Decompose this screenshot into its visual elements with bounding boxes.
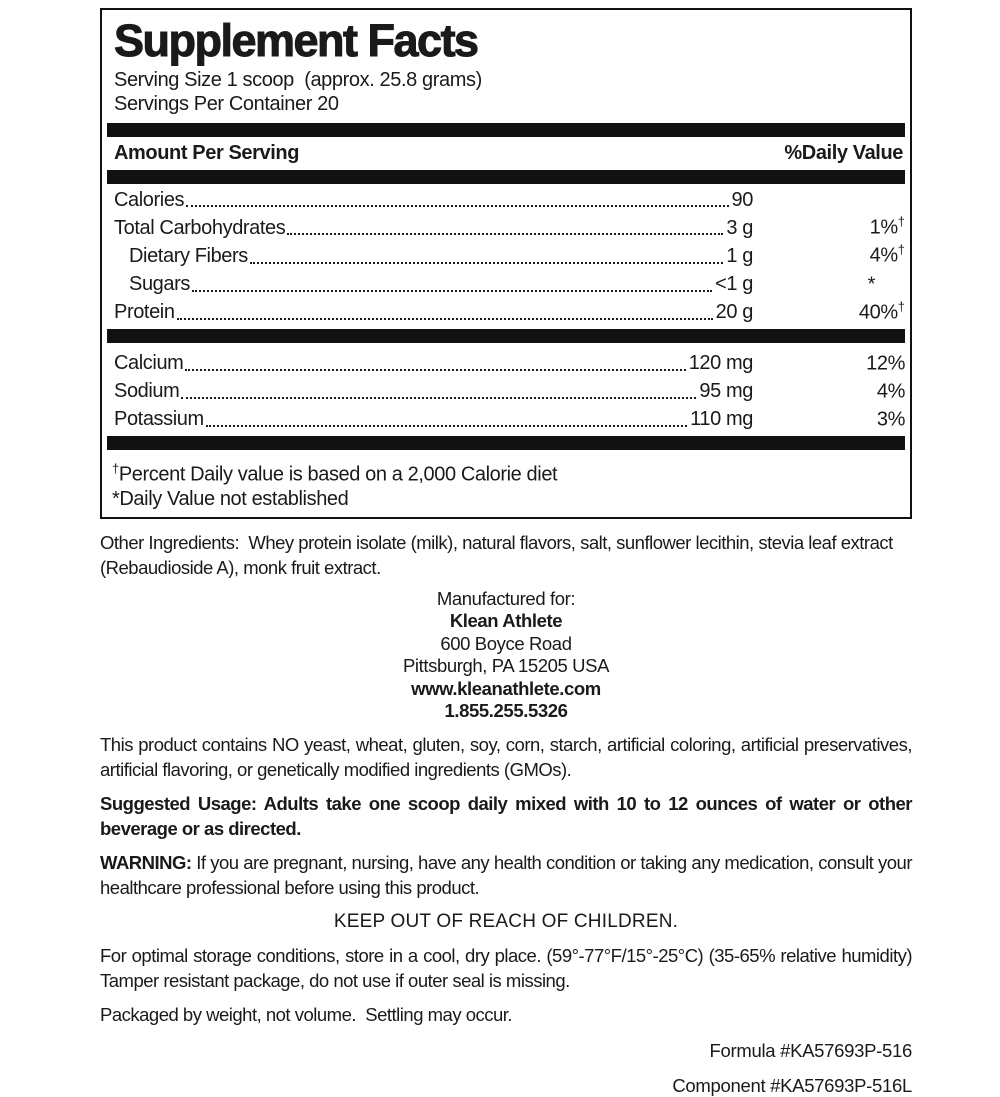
phone-number: 1.855.255.5326 bbox=[444, 700, 568, 721]
supplement-facts-panel bbox=[100, 8, 912, 519]
nutrient-label: Dietary Fibers bbox=[129, 245, 248, 268]
brand-name: Klean Athlete bbox=[449, 610, 563, 631]
storage-instructions: For optimal storage conditions, store in a cool, dry place. (59°-77°F/15°-25°C) (35-65% relative humidity) Tamper resistant package, do not use if outer seal is missing. bbox=[100, 944, 912, 991]
nutrient-row-sugars bbox=[107, 268, 905, 296]
nutrient-daily-value: 40%† bbox=[858, 298, 905, 324]
panel-footnotes bbox=[107, 454, 905, 511]
panel-column-header bbox=[107, 140, 905, 166]
website: www.kleanathlete.com bbox=[411, 677, 601, 699]
dotted-leader bbox=[287, 233, 723, 235]
mineral-daily-value: 3% bbox=[876, 408, 905, 431]
divider-bar bbox=[107, 329, 905, 343]
manufactured-for: Manufactured for: bbox=[436, 587, 576, 609]
dotted-leader bbox=[185, 369, 685, 371]
formula-number: Formula #KA57693P-516 bbox=[709, 1039, 912, 1061]
nutrient-row-dietary-fibers bbox=[107, 239, 905, 267]
nutrient-label: Calories bbox=[114, 189, 185, 211]
nutrient-row-calories bbox=[107, 189, 905, 211]
label-page bbox=[100, 8, 912, 1097]
nutrient-label: Total Carbohydrates bbox=[114, 217, 286, 240]
serving-size: Serving Size 1 scoop (approx. 25.8 grams) bbox=[114, 69, 482, 91]
nutrient-label: Protein bbox=[114, 301, 175, 324]
dotted-leader bbox=[206, 425, 687, 427]
mineral-amount: 120 mg bbox=[688, 352, 753, 375]
dotted-leader bbox=[181, 397, 696, 399]
contains-statement: This product contains NO yeast, wheat, gluten, soy, corn, starch, artificial coloring, artificial preservatives, artificial flavoring, or genetically modified ingredients (GMOs). bbox=[100, 733, 912, 780]
nutrient-label: Sugars bbox=[129, 273, 190, 296]
manufacturer-block bbox=[100, 588, 912, 723]
address-line-1: 600 Boyce Road bbox=[440, 632, 572, 654]
mineral-row-sodium bbox=[107, 375, 905, 403]
footnote-not-established: *Daily Value not established bbox=[112, 487, 349, 510]
nutrient-daily-value: * bbox=[867, 273, 875, 296]
amount-per-serving-header: Amount Per Serving bbox=[114, 142, 300, 164]
mineral-label: Sodium bbox=[114, 380, 180, 403]
warning: WARNING: If you are pregnant, nursing, have any health condition or taking any medication, consult your healthcare professional before using this product. bbox=[100, 851, 913, 898]
suggested-usage: Suggested Usage: Adults take one scoop daily mixed with 10 to 12 ounces of water or other beverage or as directed. bbox=[100, 792, 912, 839]
divider-bar bbox=[107, 123, 905, 137]
nutrient-amount: 3 g bbox=[726, 217, 753, 240]
packaging-note: Packaged by weight, not volume. Settling may occur. bbox=[100, 1003, 513, 1025]
mineral-row-potassium bbox=[107, 403, 905, 431]
nutrient-row-total-carbohydrates bbox=[107, 211, 905, 239]
nutrient-amount: 1 g bbox=[726, 245, 753, 268]
divider-bar bbox=[107, 436, 905, 450]
dotted-leader bbox=[186, 205, 728, 207]
keep-out-of-reach: KEEP OUT OF REACH OF CHILDREN. bbox=[333, 910, 679, 932]
nutrient-amount: <1 g bbox=[715, 273, 753, 296]
nutrient-amount: 20 g bbox=[715, 301, 753, 324]
mineral-daily-value: 12% bbox=[866, 352, 905, 375]
mineral-amount: 110 mg bbox=[690, 408, 753, 431]
other-ingredients: Other Ingredients: Whey protein isolate (milk), natural flavors, salt, sunflower lecithin, stevia leaf extract (Rebaudioside A), monk fruit extract. bbox=[100, 531, 898, 578]
servings-per-container: Servings Per Container 20 bbox=[114, 93, 339, 115]
nutrient-row-protein bbox=[107, 296, 905, 324]
dotted-leader bbox=[177, 318, 713, 320]
divider-bar bbox=[107, 170, 905, 184]
nutrient-daily-value: 4%† bbox=[869, 242, 905, 268]
mineral-daily-value: 4% bbox=[876, 380, 905, 403]
supplement-facts-title: Supplement Facts bbox=[114, 15, 478, 66]
mineral-row-calcium bbox=[107, 347, 905, 375]
panel-head bbox=[107, 16, 905, 116]
component-number: Component #KA57693P-516L bbox=[672, 1074, 912, 1096]
footnote-daily-value: †Percent Daily value is based on a 2,000 Calorie diet bbox=[112, 460, 558, 486]
mineral-amount: 95 mg bbox=[699, 380, 753, 403]
address-line-2: Pittsburgh, PA 15205 USA bbox=[402, 655, 610, 676]
nutrient-amount: 90 bbox=[731, 189, 753, 211]
mineral-label: Potassium bbox=[114, 408, 204, 431]
daily-value-header: %Daily Value bbox=[784, 142, 903, 164]
dotted-leader bbox=[250, 262, 724, 264]
nutrient-daily-value: 1%† bbox=[869, 214, 905, 240]
mineral-label: Calcium bbox=[114, 352, 184, 375]
dotted-leader bbox=[192, 290, 712, 292]
